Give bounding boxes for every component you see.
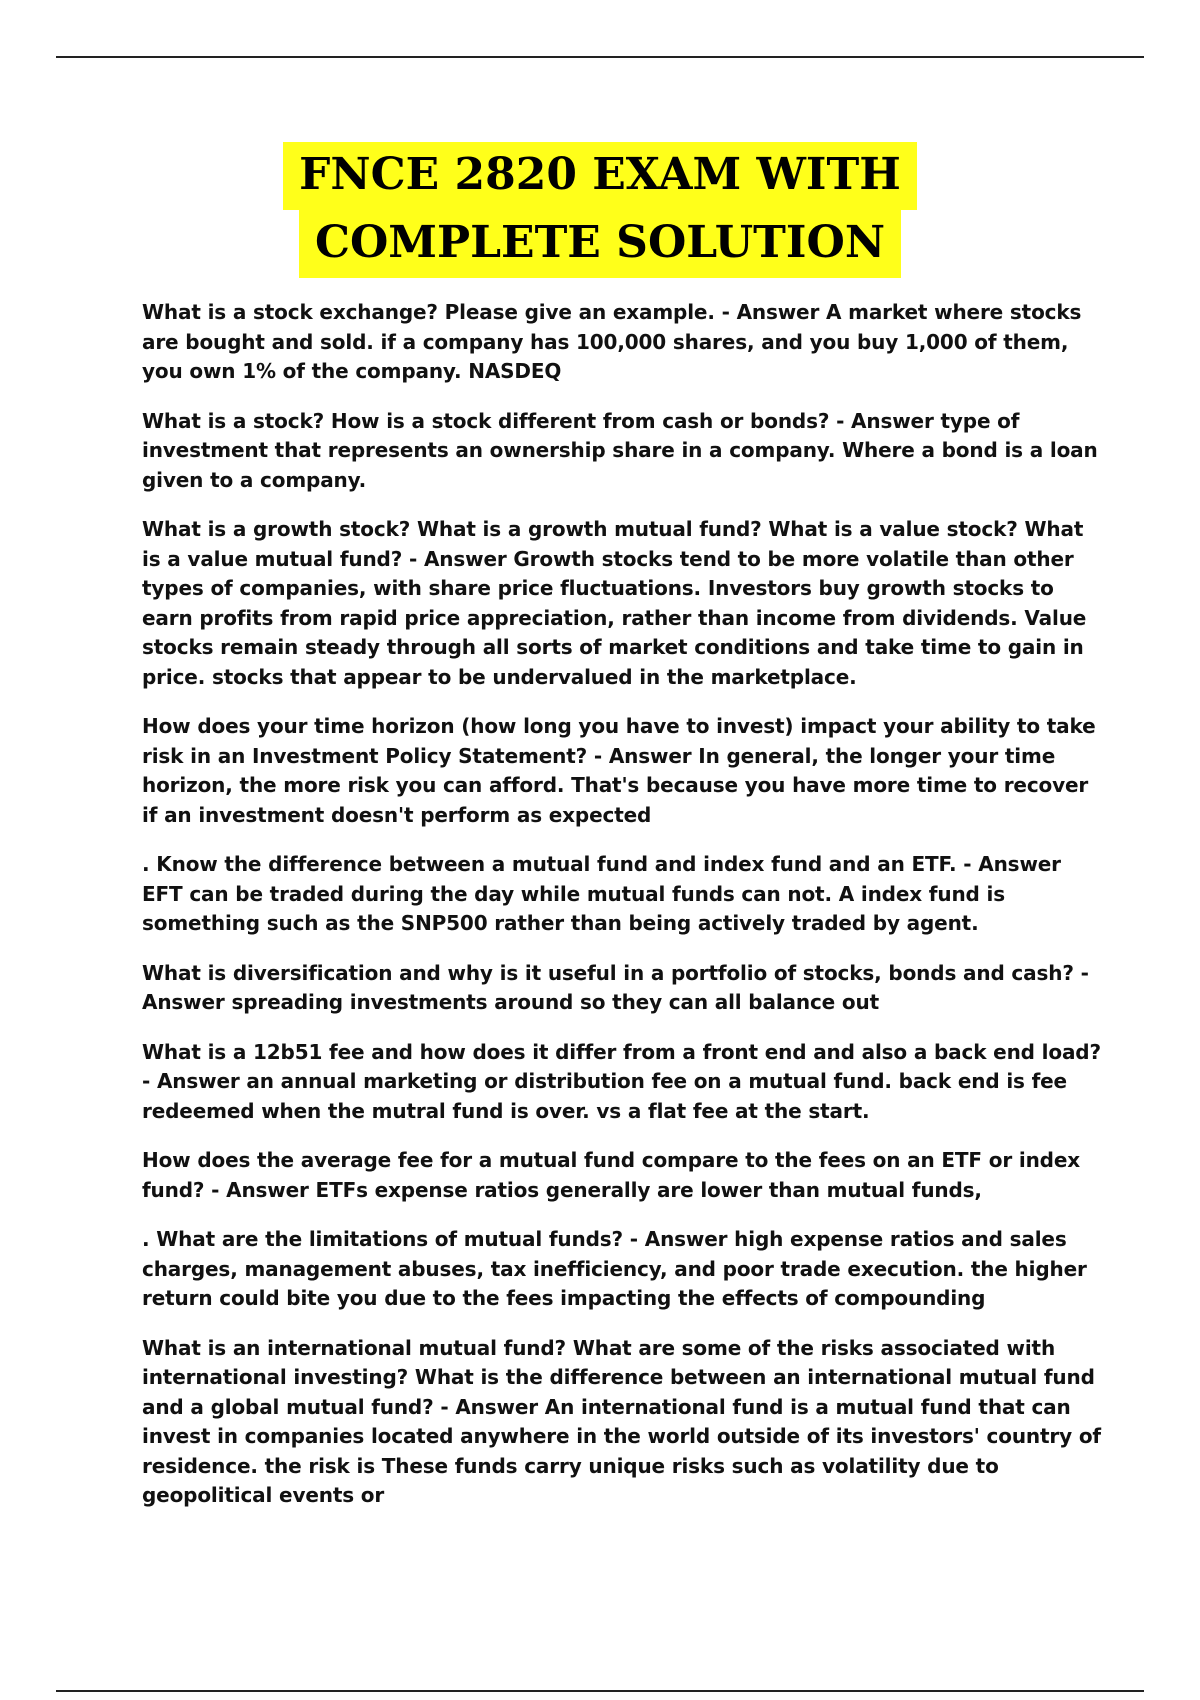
qa-paragraph-9: . What are the limitations of mutual funds? - Answer high expense ratios and sales charges, management abuses, tax inefficiency, and poor trade execution. the higher return could bite you due to the fees impacting the effects of compounding: [142, 1227, 1087, 1310]
qa-paragraph-2: What is a stock? How is a stock different from cash or bonds? - Answer type of investment that represents an ownership share in a company. Where a bond is a loan given to a company.: [142, 408, 1098, 492]
qa-paragraph-6: What is diversification and why is it useful in a portfolio of stocks, bonds and cash? - Answer spreading investments around so they can all balance out: [142, 960, 1089, 1014]
document-title: [0, 142, 1200, 278]
qa-paragraph-3: What is a growth stock? What is a growth mutual fund? What is a value stock? What is a value mutual fund? - Answer Growth stocks tend to be more volatile than other types of companies, with share price fluctuations. Investors buy growth stocks to earn profits from rapid price appreciation, rather than income from dividends. Value stocks remain steady through all sorts of market conditions and take time to gain in price. stocks that appear to be undervalued in the marketplace.: [142, 517, 1087, 689]
document-body: [142, 298, 1102, 1531]
qa-paragraph-10: What is an international mutual fund? What are some of the risks associated with international investing? What is the difference between an international mutual fund and a global mutual fund? - Answer An international fund is a mutual fund that can invest in companies located anywhere in the world outside of its investors' country of residence. the risk is These funds carry unique risks such as volatility due to geopolitical events or: [142, 1335, 1101, 1507]
qa-paragraph-1: What is a stock exchange? Please give an example. - Answer A market where stocks are bought and sold. if a company has 100,000 shares, and you buy 1,000 of them, you own 1% of the company. NASDEQ: [142, 300, 1082, 383]
top-divider: [56, 56, 1144, 58]
qa-paragraph-8: How does the average fee for a mutual fund compare to the fees on an ETF or index fund? - Answer ETFs expense ratios generally are lower than mutual funds,: [142, 1148, 1080, 1202]
bottom-divider: [56, 1690, 1144, 1692]
qa-paragraph-7: What is a 12b51 fee and how does it differ from a front end and also a back end load? - Answer an annual marketing or distribution fee on a mutual fund. back end is fee redeemed when the mutral fund is over. vs a flat fee at the start.: [142, 1039, 1101, 1123]
qa-paragraph-4: How does your time horizon (how long you have to invest) impact your ability to take risk in an Investment Policy Statement? - Answer In general, the longer your time horizon, the more risk you can afford. That's because you have more time to recover if an investment doesn't perform as expected: [142, 714, 1096, 827]
title-line-1: FNCE 2820 EXAM WITH: [283, 142, 917, 210]
qa-paragraph-5: . Know the difference between a mutual fund and index fund and an ETF. - Answer EFT can be traded during the day while mutual funds can not. A index fund is something such as the SNP500 rather than being actively traded by agent.: [142, 852, 1061, 935]
title-line-2: COMPLETE SOLUTION: [299, 210, 901, 278]
